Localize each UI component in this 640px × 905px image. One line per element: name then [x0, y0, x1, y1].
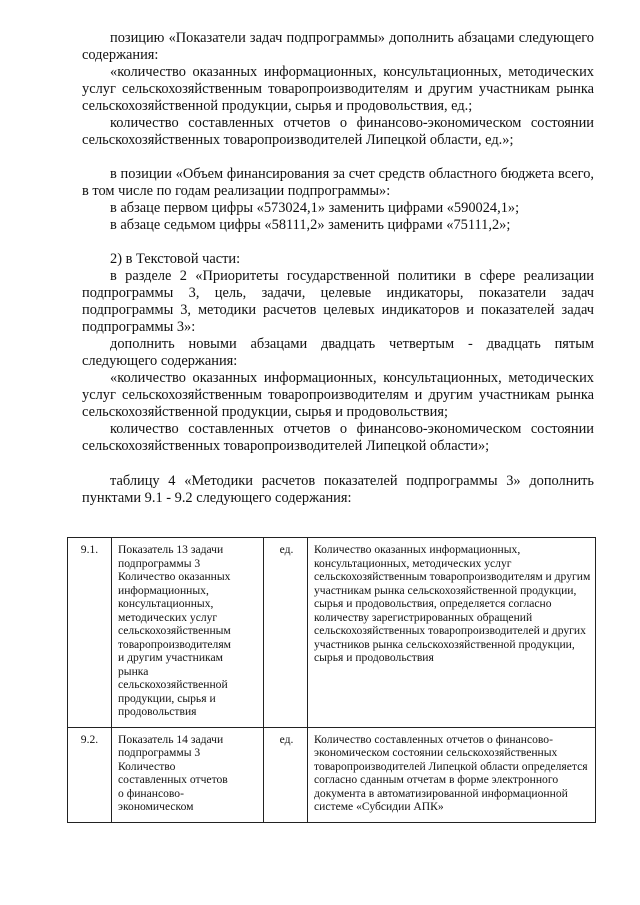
- table-row: [68, 727, 596, 822]
- table-cell-number: 9.2.: [68, 727, 112, 822]
- paragraph-add-abzacs: дополнить новыми абзацами двадцать четвертым - двадцать пятым следующего содержания:: [82, 336, 594, 369]
- table-row: [68, 538, 596, 728]
- paragraph-reports-count-2: количество составленных отчетов о финансово-экономическом состоянии сельскохозяйственных товаропроизводителей Липецкой области»;: [82, 421, 594, 454]
- methodology-table-wrapper: [67, 537, 595, 823]
- paragraph-reports-count: количество составленных отчетов о финансово-экономическом состоянии сельскохозяйственных товаропроизводителей Липецкой области, ед.»;: [82, 115, 594, 148]
- table-cell-number: 9.1.: [68, 538, 112, 728]
- table-cell-unit: ед.: [264, 538, 308, 728]
- methodology-table: [67, 537, 596, 823]
- paragraph-consulting-services: «количество оказанных информационных, консультационных, методических услуг сельскохозяйственным товаропроизводителям и другим участникам рынка сельскохозяйственной продукции, сырья и продовольствия, ед.;: [82, 64, 594, 114]
- document-body: [82, 30, 594, 507]
- paragraph-consulting-services-2: «количество оказанных информационных, консультационных, методических услуг сельскохозяйственным товаропроизводителям и другим участникам рынка сельскохозяйственной продукции, сырья и продовольствия;: [82, 370, 594, 420]
- paragraph-table-4: таблицу 4 «Методики расчетов показателей подпрограммы 3» дополнить пунктами 9.1 - 9.2 следующего содержания:: [82, 473, 594, 506]
- table-cell-method: Количество составленных отчетов о финансово-экономическом состоянии сельскохозяйственных товаропроизводителей Липецкой области определяется согласно сданным отчетам в форме электронного документа в автоматизированной информационной системе «Субсидии АПК»: [308, 727, 596, 822]
- paragraph-text-part: 2) в Текстовой части:: [110, 251, 241, 267]
- paragraph-indicators-position: позицию «Показатели задач подпрограммы» дополнить абзацами следующего содержания:: [82, 30, 594, 63]
- table-cell-method: Количество оказанных информационных, консультационных, методических услуг сельскохозяйственным товаропроизводителям и другим участникам рынка сельскохозяйственной продукции, сырья и продовольствия, определяется согласно количеству зарегистрированных обращений сельскохозяйственных товаропроизводителей и других участников рынка сельскохозяйственной продукции, сырья и продовольствия: [308, 538, 596, 728]
- table-cell-unit: ед.: [264, 727, 308, 822]
- paragraph-section-2: в разделе 2 «Приоритеты государственной политики в сфере реализации подпрограммы 3, цель, задачи, целевые индикаторы, показатели задач подпрограммы 3, методики расчетов целевых индикаторов и показателей задач подпрограммы 3»:: [82, 268, 594, 335]
- table-cell-indicator: Показатель 14 задачи подпрограммы 3 Количество составленных отчетов о финансово- экономическом: [112, 727, 264, 822]
- paragraph-seventh-abzac: в абзаце седьмом цифры «58111,2» заменить цифрами «75111,2»;: [110, 217, 511, 233]
- paragraph-first-abzac: в абзаце первом цифры «573024,1» заменить цифрами «590024,1»;: [110, 200, 520, 216]
- table-cell-indicator: Показатель 13 задачи подпрограммы 3 Количество оказанных информационных, консультационных, методических услуг сельскохозяйственным товаропроизводителям и другим участникам рынка сельскохозяйственной продукции, сырья и продовольствия: [112, 538, 264, 728]
- paragraph-funding-position: в позиции «Объем финансирования за счет средств областного бюджета всего, в том числе по годам реализации подпрограммы»:: [82, 166, 594, 199]
